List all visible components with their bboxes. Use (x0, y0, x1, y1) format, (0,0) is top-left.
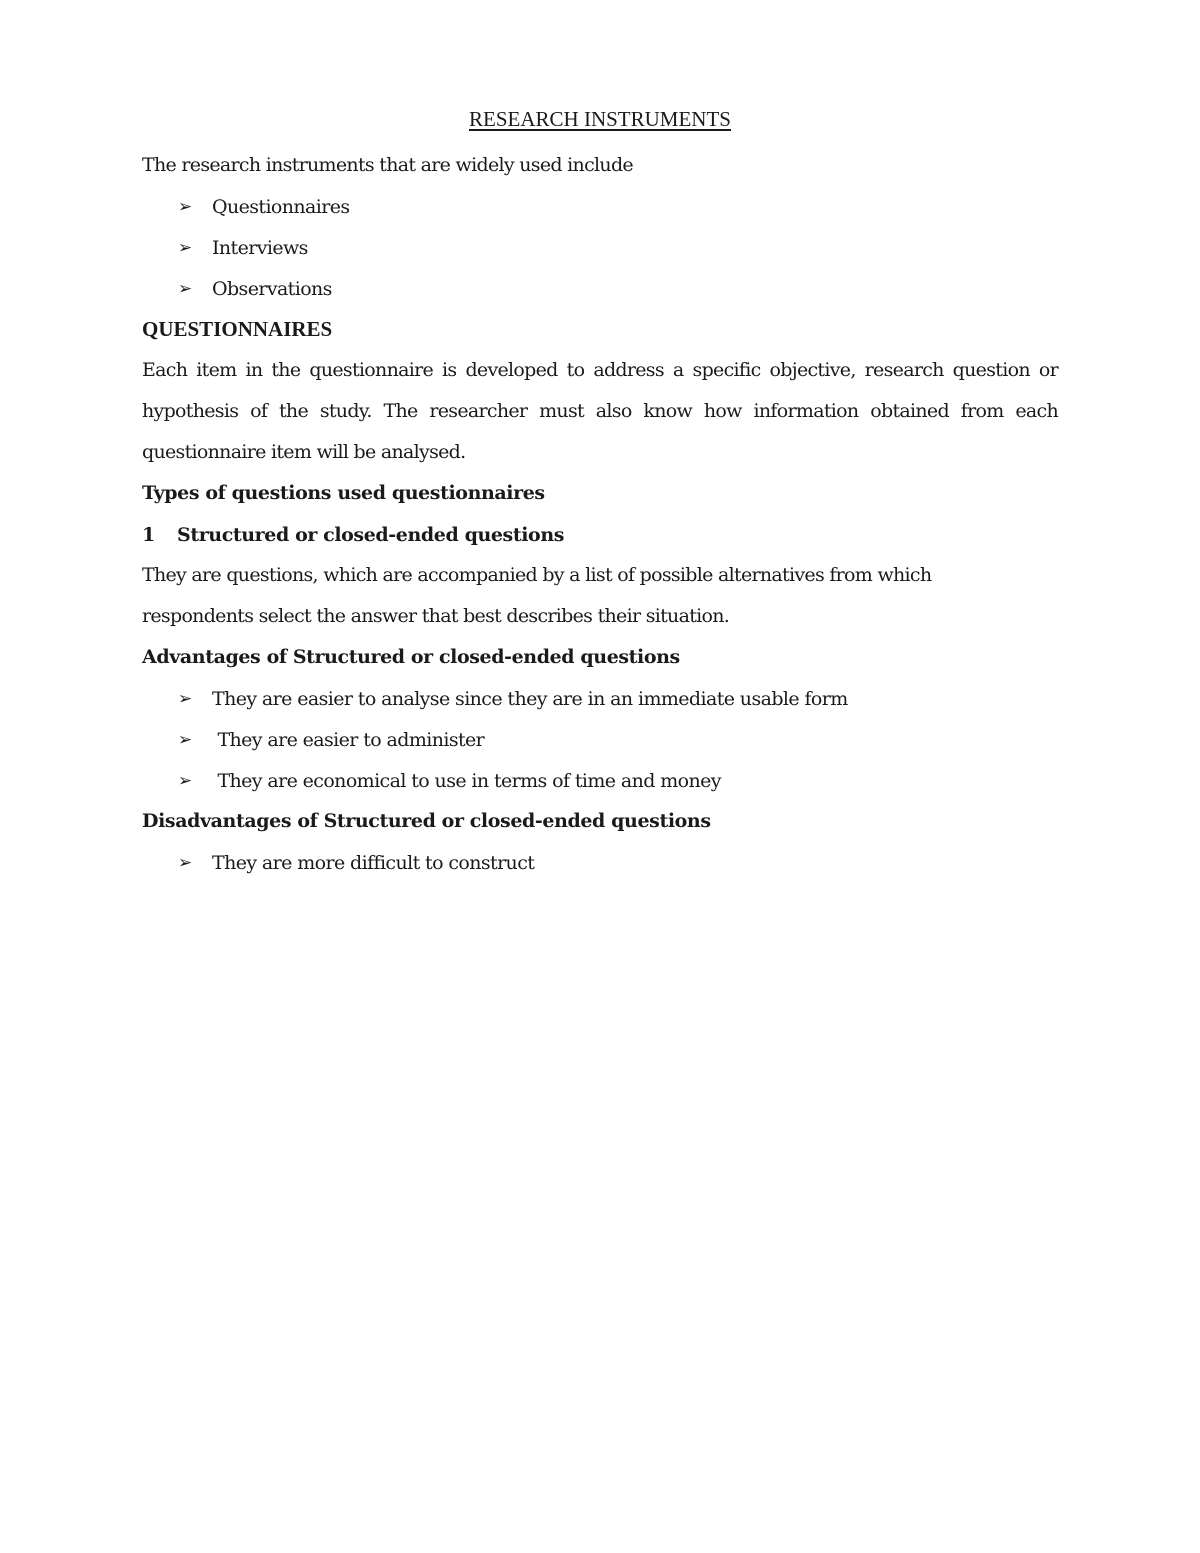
list-item (142, 186, 1058, 227)
list-item (142, 842, 1058, 883)
list-item-text: They are more difficult to construct (212, 851, 535, 874)
intro-text: The research instruments that are widely used include (142, 154, 633, 176)
list-item (142, 678, 1058, 719)
numbered-heading (142, 514, 1058, 555)
list-item (142, 760, 1058, 801)
paragraph-line: respondents select the answer that best describes their situation. (142, 605, 730, 627)
paragraph-line: They are questions, which are accompanied by a list of possible alternatives from which (142, 564, 932, 586)
arrow-bullet-icon: ➢ (178, 688, 193, 709)
list-item-text: They are easier to analyse since they are in an immediate usable form (212, 687, 848, 710)
section-heading-advantages: Advantages of Structured or closed-ended questions (142, 646, 680, 668)
list-item-text: They are economical to use in terms of time and money (212, 769, 721, 792)
arrow-bullet-icon: ➢ (178, 852, 193, 873)
section-heading-questionnaires: QUESTIONNAIRES (142, 317, 333, 341)
list-item (142, 227, 1058, 268)
list-item (142, 268, 1058, 309)
heading-text: Structured or closed-ended questions (177, 523, 565, 546)
list-item-text: Observations (212, 277, 332, 300)
section-heading-disadvantages: Disadvantages of Structured or closed-ended questions (142, 810, 711, 832)
list-item-text: They are easier to administer (212, 728, 485, 751)
heading-number: 1 (142, 523, 155, 546)
list-item-text: Questionnaires (212, 195, 350, 218)
arrow-bullet-icon: ➢ (178, 278, 193, 299)
arrow-bullet-icon: ➢ (178, 237, 193, 258)
paragraph-line: hypothesis of the study. The researcher must also know how information obtained from each (142, 400, 1058, 422)
paragraph-line: questionnaire item will be analysed. (142, 441, 466, 463)
arrow-bullet-icon: ➢ (178, 770, 193, 791)
list-item-text: Interviews (212, 236, 308, 259)
arrow-bullet-icon: ➢ (178, 196, 193, 217)
arrow-bullet-icon: ➢ (178, 729, 193, 750)
document-page (142, 104, 1058, 883)
paragraph-line: Each item in the questionnaire is developed to address a specific objective, research question or (142, 359, 1058, 381)
section-heading-types: Types of questions used questionnaires (142, 482, 545, 504)
document-title: RESEARCH INSTRUMENTS (469, 107, 731, 131)
list-item (142, 719, 1058, 760)
